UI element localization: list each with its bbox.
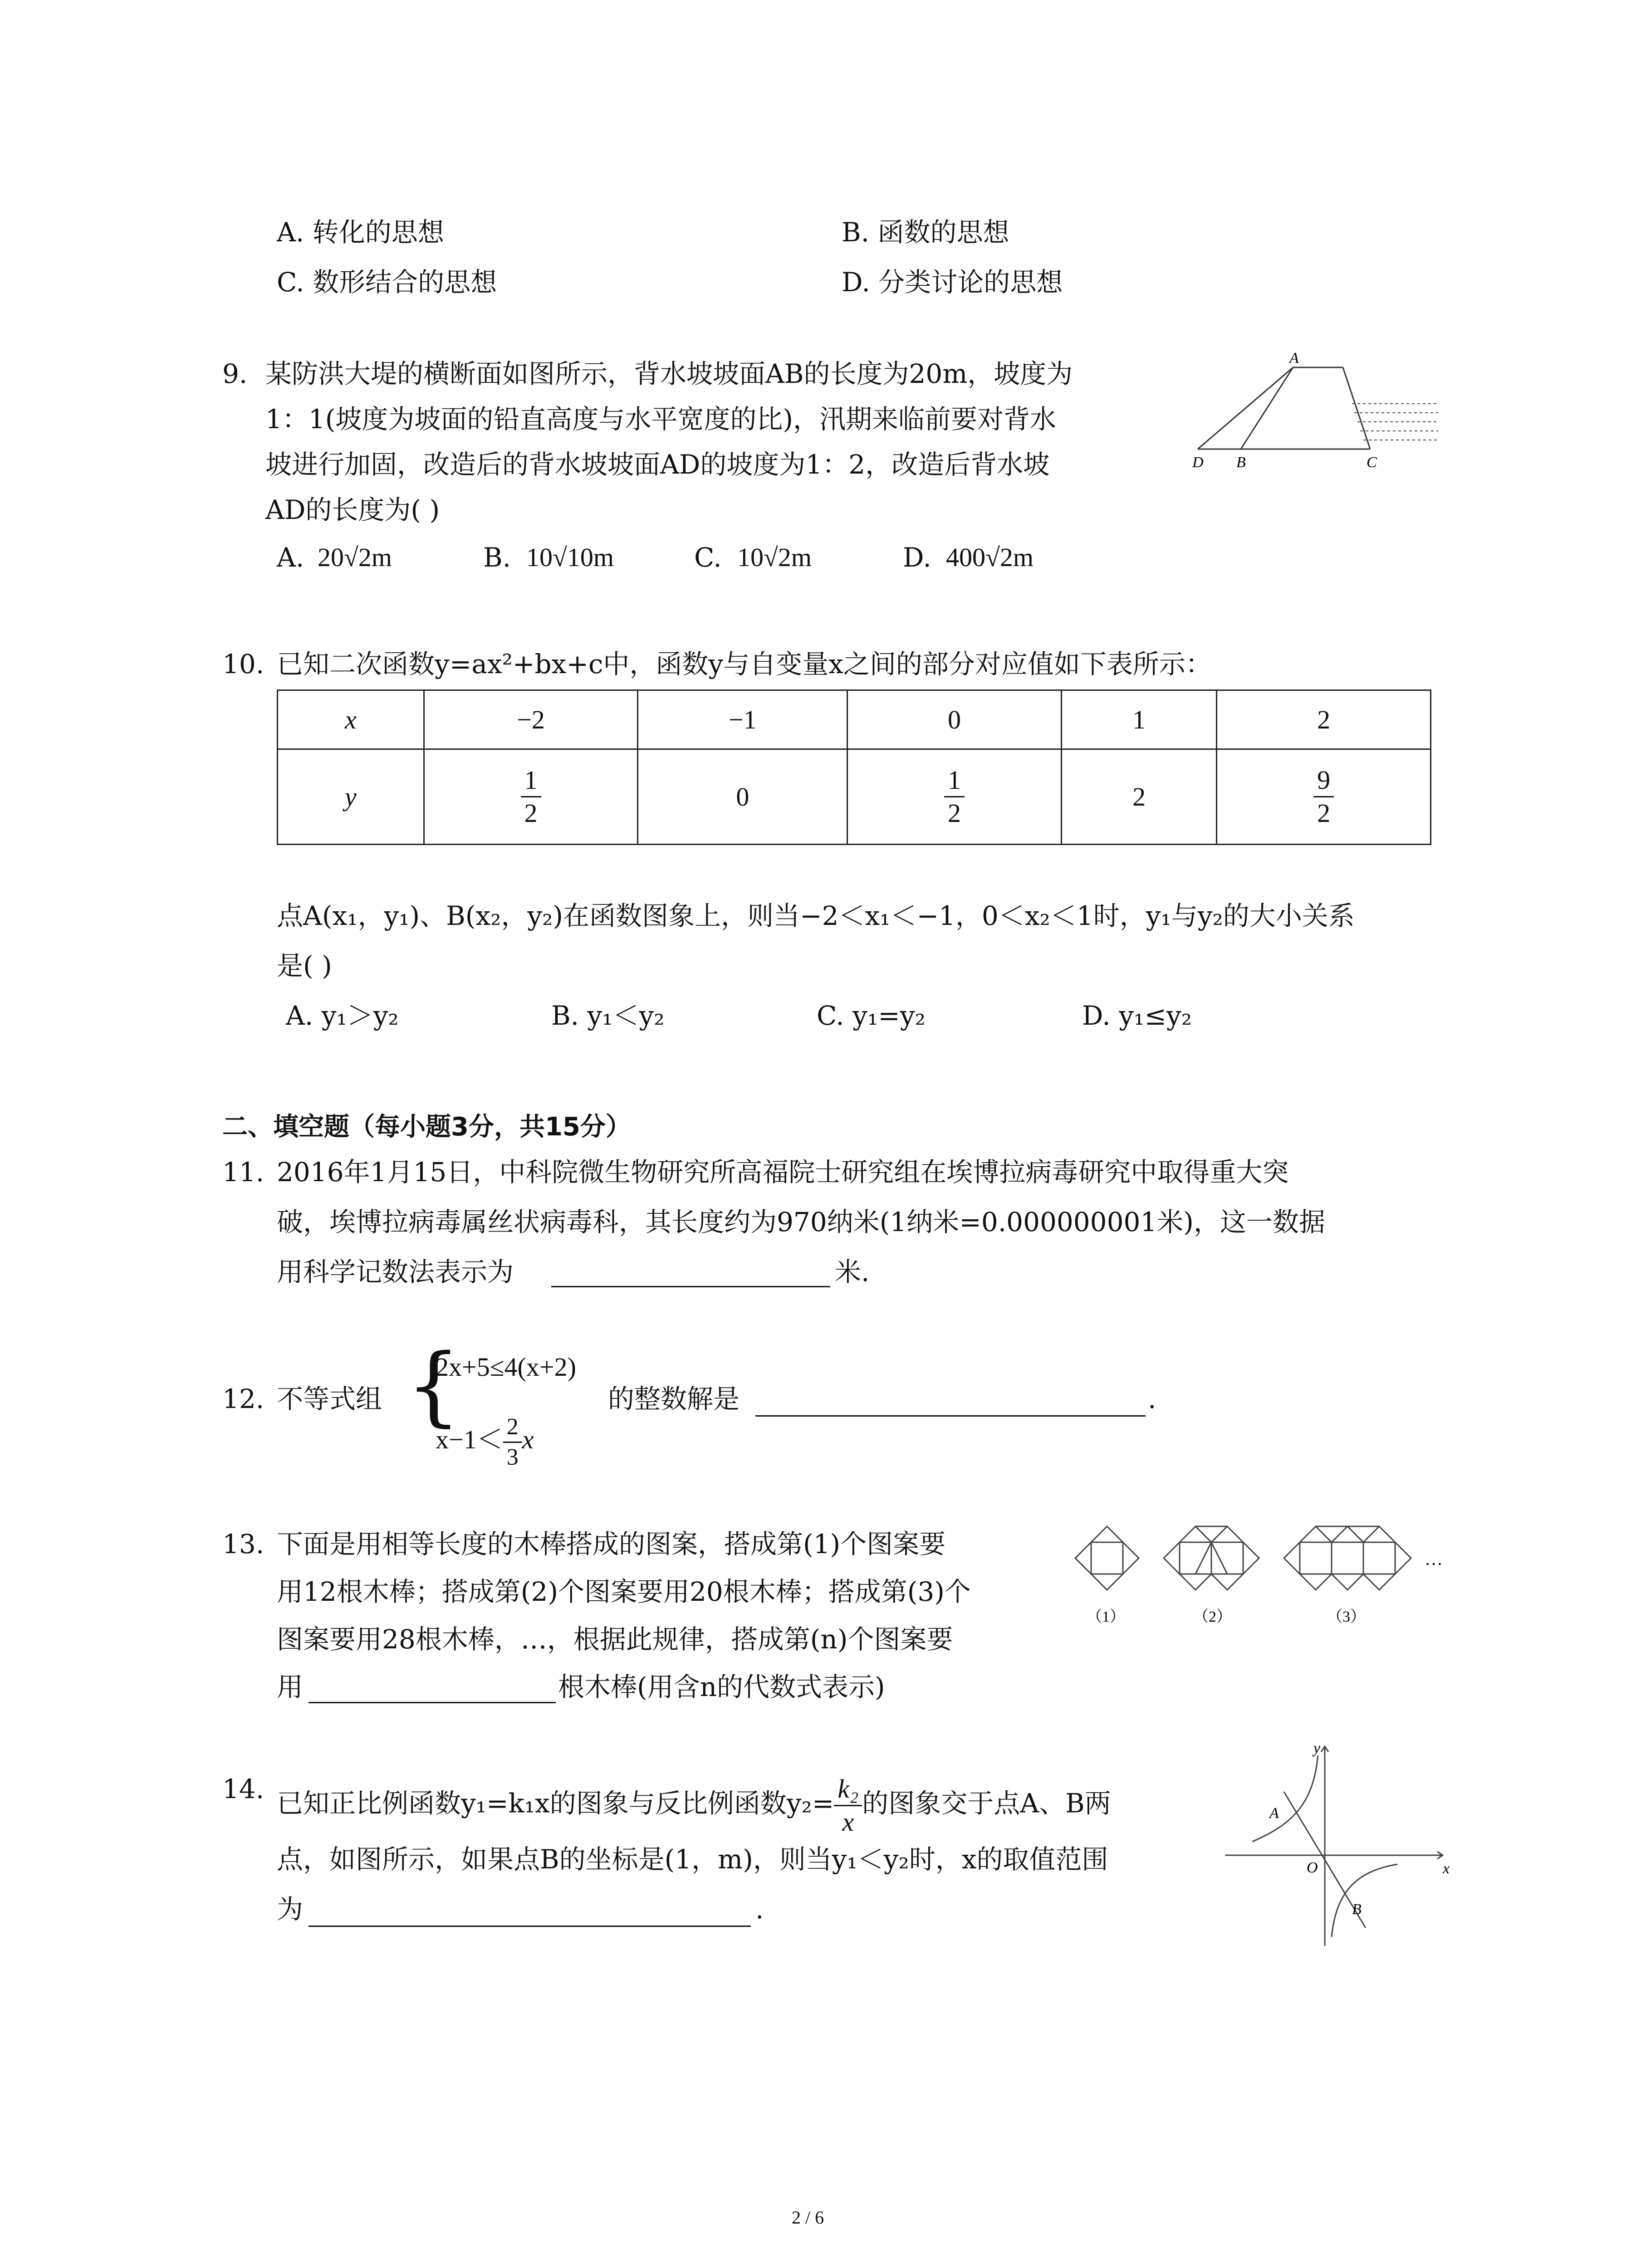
table-cell: −1 xyxy=(638,690,847,749)
numerator: 2 xyxy=(503,1415,522,1443)
q9-option-b: 10√10m xyxy=(526,543,614,572)
q13-line-2: 用12根木棒；搭成第(2)个图案要用20根木棒；搭成第(3)个 xyxy=(277,1576,971,1607)
pattern-3 xyxy=(1284,1526,1411,1590)
denominator: 3 xyxy=(506,1444,519,1470)
q13-line-3: 图案要用28根木棒，…，根据此规律，搭成第(n)个图案要 xyxy=(277,1624,953,1655)
q13-pattern-figure xyxy=(1071,1517,1456,1635)
fraction xyxy=(834,1776,862,1835)
q12-inequality-2 xyxy=(436,1415,534,1469)
fraction xyxy=(521,767,541,826)
q9-option-c: 10√2m xyxy=(737,543,812,572)
q11-line-1: 2016年1月15日，中科院微生物研究所高福院士研究组在埃博拉病毒研究中取得重大突 xyxy=(277,1157,1289,1188)
pattern-2 xyxy=(1164,1526,1259,1590)
table-cell xyxy=(1217,749,1431,845)
q9-line-1: 某防洪大堤的横断面如图所示，背水坡坡面AB的长度为20m，坡度为 xyxy=(265,358,1073,389)
pattern-label-2: （2） xyxy=(1193,1608,1232,1625)
q12-ineq2-var: x xyxy=(522,1424,534,1454)
pattern-ellipsis: … xyxy=(1425,1549,1443,1569)
q12-suffix: 的整数解是 xyxy=(608,1383,740,1414)
q10-option-c: C. y₁=y₂ xyxy=(817,1000,926,1031)
table-cell: 2 xyxy=(1061,749,1217,845)
q14-line-3-start: 为 xyxy=(277,1894,304,1925)
q14-line-3-end: . xyxy=(755,1894,764,1925)
x-axis-label: x xyxy=(1443,1860,1450,1877)
q12-prefix: 不等式组 xyxy=(277,1383,382,1414)
q9-number: 9. xyxy=(222,358,248,389)
q14-line-2: 点，如图所示，如果点B的坐标是(1，m)，则当y₁＜y₂时，x的取值范围 xyxy=(277,1844,1108,1875)
q10-value-table xyxy=(277,689,1431,845)
table-cell: x xyxy=(278,690,424,749)
q14-line-1 xyxy=(277,1776,1111,1835)
denominator: x xyxy=(842,1807,854,1837)
numerator: 9 xyxy=(1313,767,1334,797)
q10-option-d: D. y₁≤y₂ xyxy=(1082,1000,1192,1031)
q8-option-d: D. 分类讨论的思想 xyxy=(842,267,1063,298)
q14-number: 14. xyxy=(222,1774,265,1804)
q8-option-a: A. 转化的思想 xyxy=(277,217,444,248)
q13-number: 13. xyxy=(222,1529,265,1559)
q9-fig-label-c: C xyxy=(1367,454,1377,471)
pattern-1 xyxy=(1075,1526,1139,1590)
q11-number: 11. xyxy=(222,1157,265,1188)
table-cell: −2 xyxy=(424,690,638,749)
q10-number: 10. xyxy=(222,649,265,679)
numerator: 1 xyxy=(944,767,965,797)
q12-number: 12. xyxy=(222,1383,265,1414)
q9-dike-figure xyxy=(1189,345,1443,476)
q8-option-c: C. 数形结合的思想 xyxy=(277,267,497,298)
table-cell: y xyxy=(278,749,424,845)
q10-table-row-y xyxy=(278,749,1431,845)
page-number: 2 / 6 xyxy=(792,2207,824,2228)
q12-brace: { xyxy=(406,1335,461,1436)
q11-line-3-end: 米. xyxy=(835,1256,870,1287)
section-2-heading: 二、填空题（每小题3分，共15分） xyxy=(222,1112,631,1142)
table-cell: 1 xyxy=(1061,690,1217,749)
point-b-label: B xyxy=(1352,1901,1362,1918)
q9-option-a: 20√2m xyxy=(318,543,392,572)
q9-line-2: 1：1(坡度为坡面的铅直高度与水平宽度的比)，汛期来临前要对背水 xyxy=(265,404,1057,435)
denominator: 2 xyxy=(1317,798,1331,828)
q11-line-2: 破，埃博拉病毒属丝状病毒科，其长度约为970纳米(1纳米=0.000000001米)，这一数据 xyxy=(277,1207,1325,1237)
q9-fig-label-a: A xyxy=(1289,350,1299,367)
fraction xyxy=(1313,767,1334,826)
table-cell: 0 xyxy=(847,690,1062,749)
q9-option-a-label: A. xyxy=(277,542,304,573)
q9-option-c-label: C. xyxy=(694,542,722,573)
q14-graph-figure xyxy=(1216,1737,1452,1950)
numerator: 1 xyxy=(521,767,541,797)
hyperbola-branch-upper xyxy=(1252,1755,1318,1842)
q14-answer-blank[interactable] xyxy=(309,1926,751,1927)
denominator: 2 xyxy=(948,798,961,828)
q13-line-4-end: 根木棒(用含n的代数式表示) xyxy=(558,1672,885,1702)
q9-line-4: AD的长度为( ) xyxy=(265,494,440,525)
q13-line-1: 下面是用相等长度的木棒搭成的图案，搭成第(1)个图案要 xyxy=(277,1529,946,1559)
denominator: 2 xyxy=(524,798,538,828)
q9-fig-label-d: D xyxy=(1192,454,1204,471)
q10-table-row-x xyxy=(278,690,1431,749)
pattern-label-3: （3） xyxy=(1327,1608,1366,1625)
q14-line-1-start: 已知正比例函数y₁=k₁x的图象与反比例函数y₂= xyxy=(277,1788,834,1819)
q11-line-3: 用科学记数法表示为 xyxy=(277,1256,514,1287)
q8-option-b: B. 函数的思想 xyxy=(842,217,1009,248)
q14-line-1-end: 的图象交于点A、B两 xyxy=(862,1788,1111,1819)
numerator: k₂ xyxy=(834,1776,862,1806)
point-a-label: A xyxy=(1269,1805,1279,1822)
table-cell xyxy=(847,749,1062,845)
q9-option-d: 400√2m xyxy=(946,543,1034,572)
q10-option-b: B. y₁＜y₂ xyxy=(551,1000,665,1031)
pattern-label-1: （1） xyxy=(1087,1608,1125,1625)
q10-stem: 已知二次函数y=ax²+bx+c中，函数y与自变量x之间的部分对应值如下表所示： xyxy=(277,649,1212,679)
q13-line-4-start: 用 xyxy=(277,1672,304,1702)
q9-option-b-label: B. xyxy=(483,542,511,573)
q9-line-3: 坡进行加固，改造后的背水坡坡面AD的坡度为1：2，改造后背水坡 xyxy=(265,449,1050,480)
origin-label: O xyxy=(1307,1859,1318,1876)
y-axis-label: y xyxy=(1313,1740,1321,1757)
q11-answer-blank[interactable] xyxy=(551,1286,830,1287)
q12-ineq2-left: x−1＜ xyxy=(436,1424,503,1454)
q12-answer-blank[interactable] xyxy=(755,1415,1146,1417)
q10-line-1: 点A(x₁，y₁)、B(x₂，y₂)在函数图象上，则当−2＜x₁＜−1，0＜x₂＜1时，y₁与y₂的大小关系 xyxy=(277,900,1355,931)
table-cell: 0 xyxy=(638,749,847,845)
q10-line-2: 是( ) xyxy=(277,950,332,981)
fraction xyxy=(503,1415,522,1469)
q12-end: . xyxy=(1148,1383,1156,1414)
q12-inequality-1: 2x+5≤4(x+2) xyxy=(436,1352,576,1382)
table-cell xyxy=(424,749,638,845)
q13-answer-blank[interactable] xyxy=(309,1702,556,1703)
table-cell: 2 xyxy=(1217,690,1431,749)
fraction xyxy=(944,767,965,826)
q9-option-d-label: D. xyxy=(903,542,931,573)
q9-fig-label-b: B xyxy=(1236,454,1246,471)
q10-option-a: A. y₁＞y₂ xyxy=(286,1000,399,1031)
